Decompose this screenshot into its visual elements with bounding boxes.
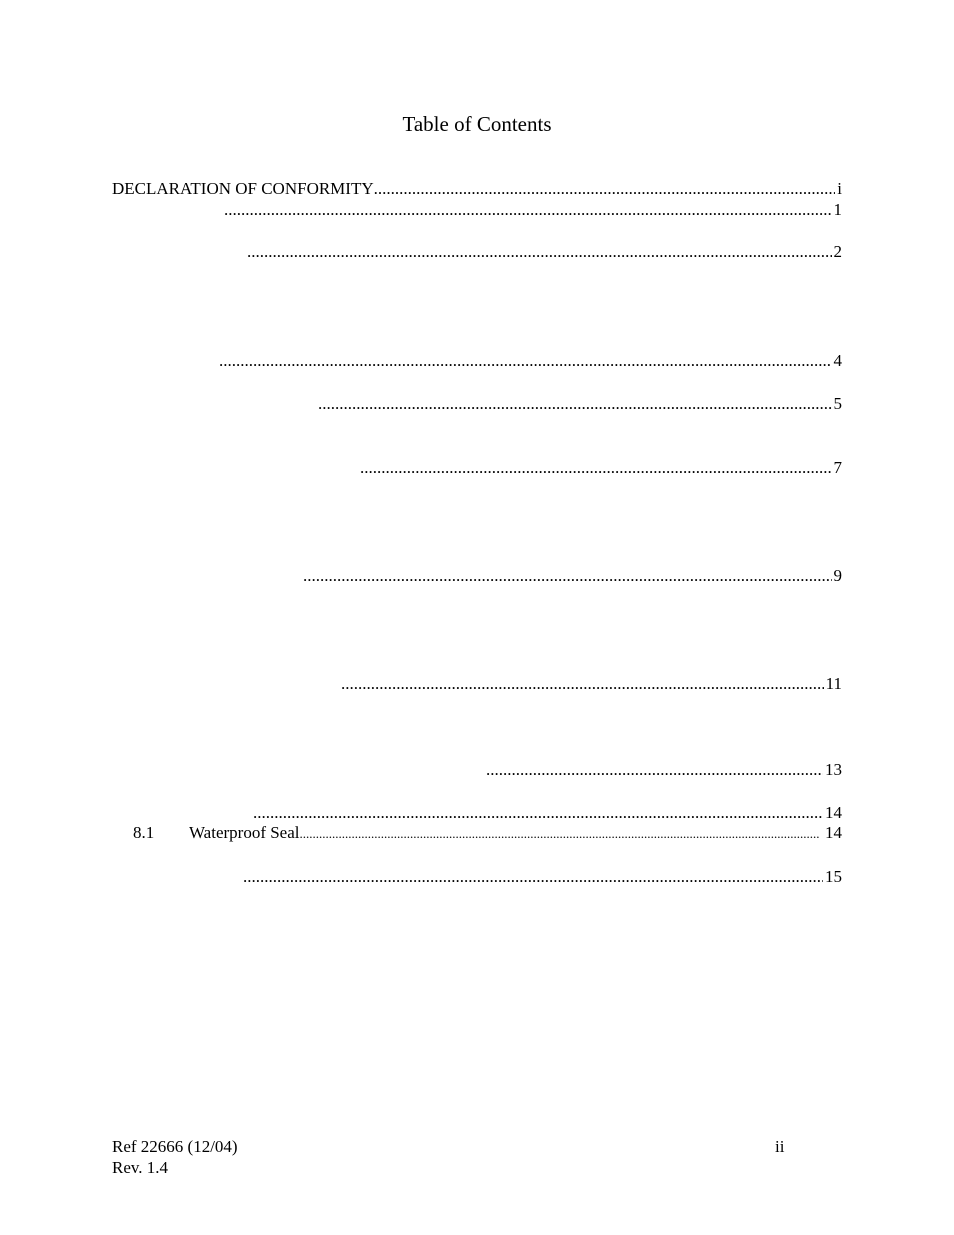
toc-entry[interactable] xyxy=(224,200,842,220)
toc-entry[interactable] xyxy=(253,803,842,823)
toc-leader xyxy=(303,566,832,586)
document-revision: Rev. 1.4 xyxy=(112,1158,169,1177)
toc-leader xyxy=(360,458,832,478)
toc-page-number: 14 xyxy=(825,823,842,842)
toc-page-number: i xyxy=(837,179,842,198)
toc-entry-label: Waterproof Seal xyxy=(189,823,300,842)
toc-entry[interactable] xyxy=(112,179,842,199)
toc-entry[interactable] xyxy=(486,760,842,780)
toc-entry[interactable] xyxy=(303,566,842,586)
toc-entry[interactable] xyxy=(247,242,842,262)
page-number: ii xyxy=(775,1137,785,1156)
toc-entry[interactable] xyxy=(219,351,842,371)
toc-section-number: 8.1 xyxy=(133,823,155,842)
toc-page-number: 7 xyxy=(833,458,842,477)
toc-page-number: 13 xyxy=(825,760,842,779)
page-footer xyxy=(112,1136,238,1178)
toc-page-number: 2 xyxy=(833,242,842,261)
toc-leader xyxy=(300,824,820,843)
toc-leader xyxy=(224,200,832,220)
document-reference: Ref 22666 (12/04) xyxy=(112,1137,238,1156)
toc-entry[interactable] xyxy=(341,674,842,694)
toc-leader xyxy=(243,867,823,887)
toc-leader xyxy=(341,674,824,694)
toc-leader xyxy=(247,242,832,262)
toc-page-number: 1 xyxy=(833,200,842,219)
toc-page-number: 11 xyxy=(825,674,842,693)
toc-leader xyxy=(486,760,823,780)
toc-entry[interactable] xyxy=(133,823,842,843)
toc-leader xyxy=(318,394,832,414)
toc-entry[interactable] xyxy=(318,394,842,414)
toc-leader xyxy=(253,803,823,823)
toc-entry-label: DECLARATION OF CONFORMITY xyxy=(112,179,374,198)
toc-page-number: 5 xyxy=(833,394,842,413)
toc-page-number: 9 xyxy=(833,566,842,585)
toc-leader xyxy=(219,351,832,371)
toc-leader xyxy=(374,179,836,199)
toc-page-number: 15 xyxy=(825,867,842,886)
toc-page-number: 14 xyxy=(825,803,842,822)
page-title: Table of Contents xyxy=(402,112,552,136)
toc-entry[interactable] xyxy=(243,867,842,887)
toc-page-number: 4 xyxy=(833,351,842,370)
toc-entry[interactable] xyxy=(360,458,842,478)
